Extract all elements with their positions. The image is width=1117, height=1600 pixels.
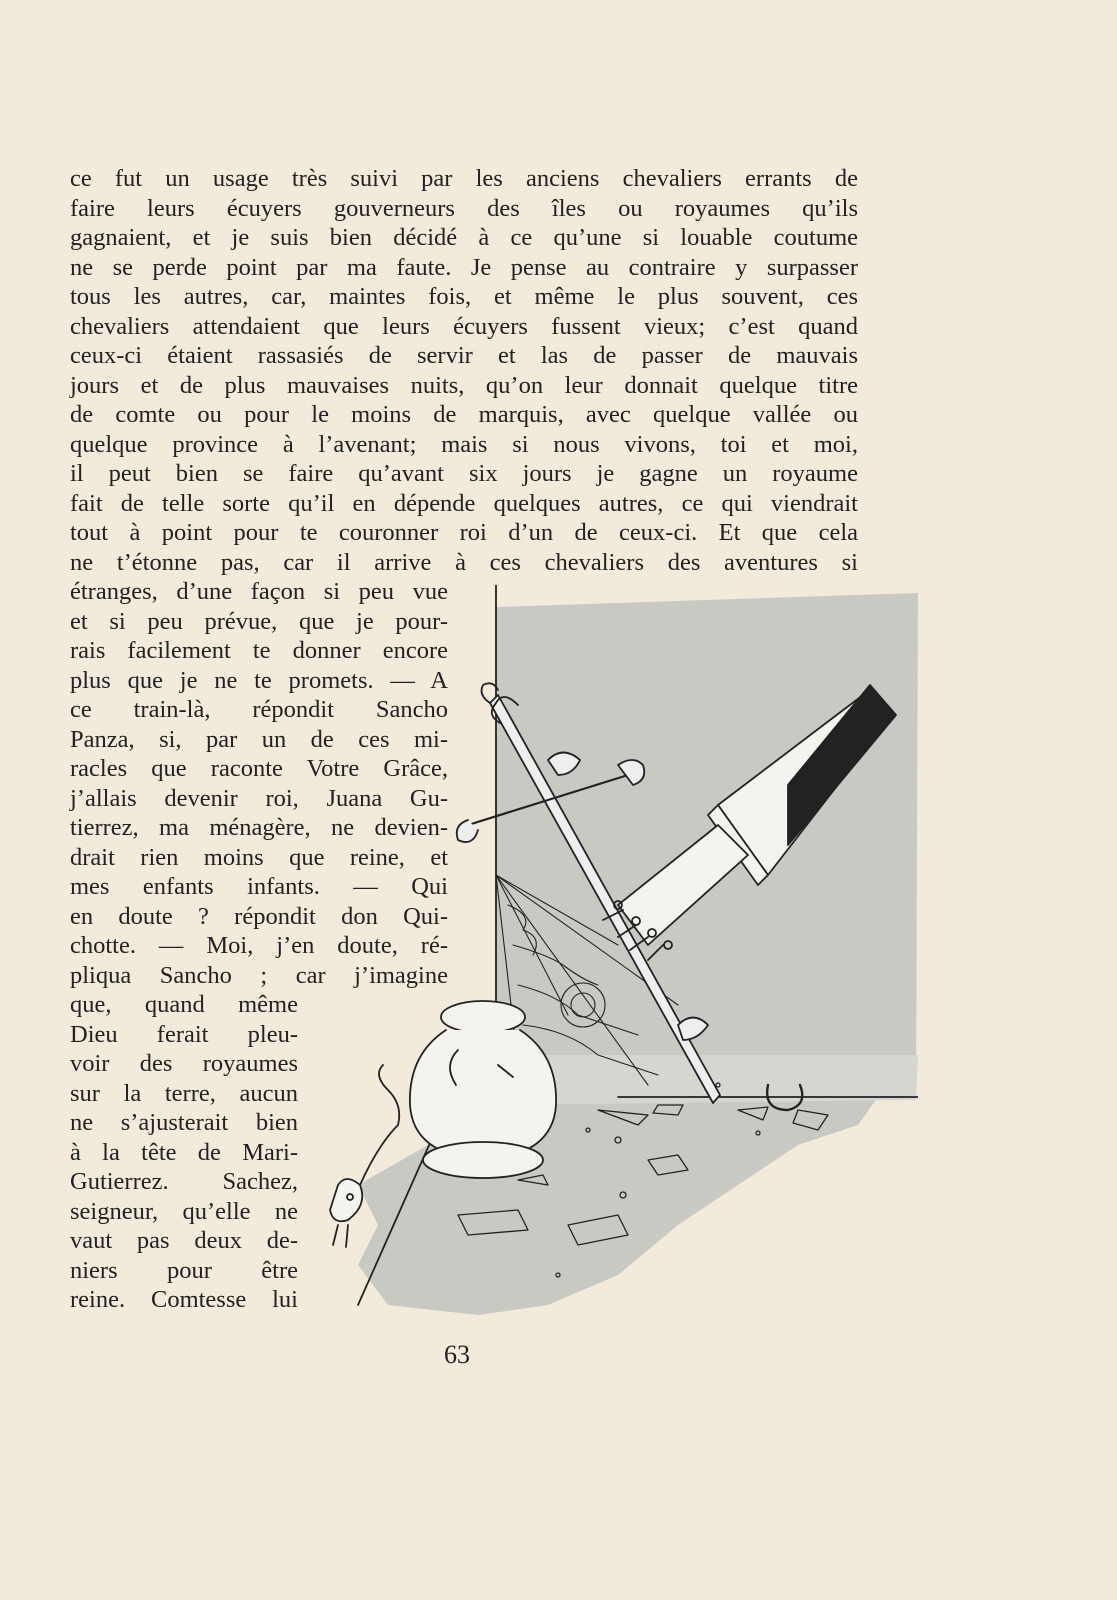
text-line: faire leurs écuyers gouverneurs des îles ou royaumes qu’ils — [70, 194, 858, 222]
text-line: jours et de plus mauvaises nuits, qu’on leur donnait quelque titre — [70, 371, 858, 399]
text-line: étranges, d’une façon si peu vue — [70, 578, 448, 605]
text-line: chevaliers attendaient que leurs écuyers fussent vieux; c’est quand — [70, 312, 858, 340]
text-line: chotte. — Moi, j’en doute, ré- — [70, 932, 448, 959]
text-line: gagnaient, et je suis bien décidé à ce qu’une si louable coutume — [70, 224, 858, 251]
text-line: et si peu prévue, que je pour- — [70, 607, 448, 635]
text-line: tierrez, ma ménagère, ne devien- — [70, 814, 448, 841]
text-line: ceux-ci étaient rassasiés de servir et las de passer de mauvais — [70, 342, 858, 369]
text-line: seigneur, qu’elle ne — [70, 1197, 298, 1225]
text-line: Gutierrez. Sachez, — [70, 1168, 298, 1195]
text-line: tout à point pour te couronner roi d’un de ceux-ci. Et que cela — [70, 519, 858, 546]
text-line: Dieu ferait pleu- — [70, 1020, 298, 1048]
text-line: ce train-là, répondit Sancho — [70, 696, 448, 723]
text-line: il peut bien se faire qu’avant six jours je gagne un royaume — [70, 460, 858, 487]
text-line: niers pour être — [70, 1256, 298, 1284]
text-line: en doute ? répondit don Qui- — [70, 902, 448, 930]
text-line: de comte ou pour le moins de marquis, avec quelque vallée ou — [70, 401, 858, 428]
text-line: voir des royaumes — [70, 1050, 298, 1077]
text-line: ne s’ajusterait bien — [70, 1109, 298, 1136]
text-line: Panza, si, par un de ces mi- — [70, 725, 448, 753]
text-line: j’allais devenir roi, Juana Gu- — [70, 784, 448, 812]
text-line: à la tête de Mari- — [70, 1138, 298, 1166]
text-line: ne se perde point par ma faute. Je pense au contraire y surpasser — [70, 253, 858, 281]
text-line: rais facilement te donner encore — [70, 637, 448, 664]
text-line: tous les autres, car, maintes fois, et même le plus souvent, ces — [70, 283, 858, 310]
text-line: ce fut un usage très suivi par les anciens chevaliers errants de — [70, 165, 858, 192]
text-line: fait de telle sorte qu’il en dépende quelques autres, ce qui viendrait — [70, 489, 858, 517]
still-life-illustration — [318, 585, 918, 1337]
text-line: que, quand même — [70, 991, 298, 1018]
text-line: mes enfants infants. — Qui — [70, 873, 448, 900]
text-line: drait rien moins que reine, et — [70, 843, 448, 871]
page-number: 63 — [444, 1340, 470, 1369]
text-line: reine. Comtesse lui — [70, 1286, 298, 1313]
text-line: ne t’étonne pas, car il arrive à ces chevaliers des aventures si — [70, 548, 858, 576]
text-line: quelque province à l’avenant; mais si nous vivons, toi et moi, — [70, 430, 858, 458]
text-line: plus que je ne te promets. — A — [70, 666, 448, 694]
text-line: vaut pas deux de- — [70, 1227, 298, 1254]
text-line: racles que raconte Votre Grâce, — [70, 755, 448, 782]
text-line: pliqua Sancho ; car j’imagine — [70, 961, 448, 989]
text-line: sur la terre, aucun — [70, 1079, 298, 1107]
